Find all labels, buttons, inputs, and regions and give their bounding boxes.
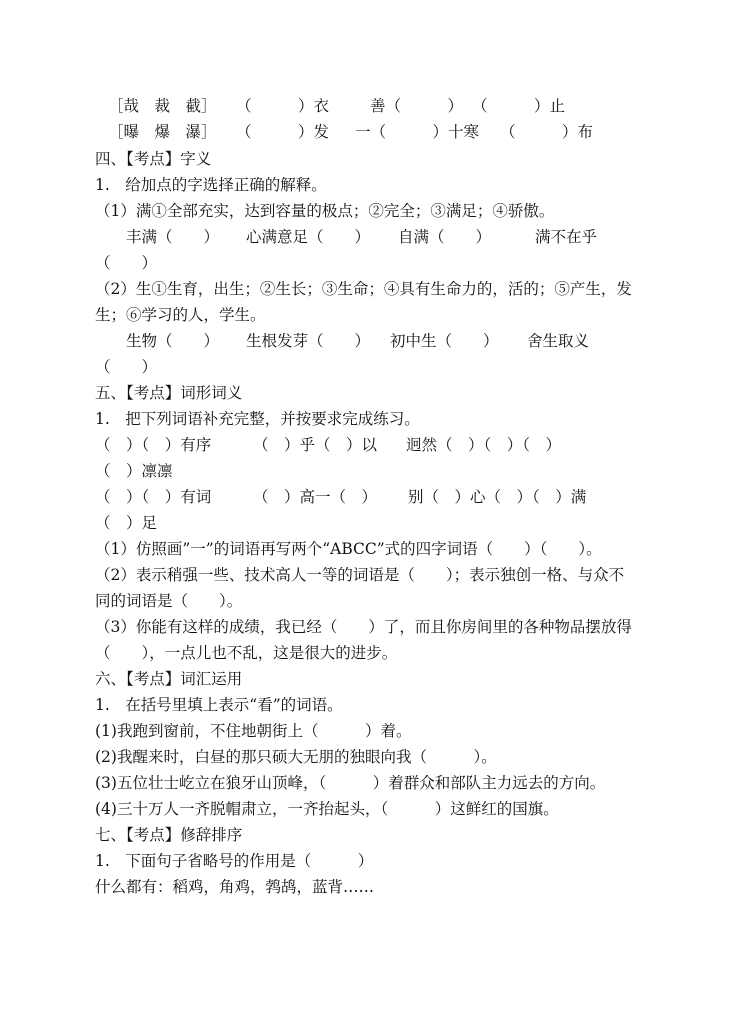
sub-question-text: （ ），一点儿也不乱，这是很大的进步。 xyxy=(95,644,398,662)
idiom-row-tail xyxy=(0,458,741,484)
word-item: 舍生取义 xyxy=(527,332,590,350)
heading-text: 七、【考点】修辞排序 xyxy=(95,826,243,844)
question-text: 1. 给加点的字选择正确的解释。 xyxy=(95,176,327,194)
idiom-item: （ ）（ ）有序 xyxy=(95,436,212,454)
sentence-text: (1)我跑到窗前，不住地朝街上（ ）着。 xyxy=(95,722,412,740)
word-row-tail xyxy=(0,250,741,276)
fill-blank: （ ）止 xyxy=(472,97,566,115)
idiom-item: （ ）足 xyxy=(95,514,158,532)
idiom-item: （ ）凛凛 xyxy=(95,462,173,480)
sentence-text: (4)三十万人一齐脱帽肃立，一齐抬起头，（ ）这鲜红的国旗。 xyxy=(95,800,559,818)
section-heading xyxy=(0,666,741,692)
word-item: 满不在乎 xyxy=(535,228,598,246)
section-heading xyxy=(0,380,741,406)
definition-text: 生；⑥学习的人，学生。 xyxy=(95,306,266,324)
idiom-item: （ ）乎（ ）以 xyxy=(253,436,378,454)
sentence-item xyxy=(0,770,741,796)
definition-line xyxy=(0,302,741,328)
question-text: 1. 在括号里填上表示“看”的词语。 xyxy=(95,696,343,714)
word-item: 自满（ ） xyxy=(398,228,492,246)
fill-blank: 善（ ） xyxy=(370,97,464,115)
char-row-1 xyxy=(0,93,741,119)
word-item: 丰满（ ） xyxy=(126,228,220,246)
sentence-item xyxy=(0,718,741,744)
definition-line xyxy=(0,198,741,224)
word-item: 生物（ ） xyxy=(126,332,220,350)
sentence-item xyxy=(0,744,741,770)
sub-question xyxy=(0,562,741,588)
sub-question-text: 同的词语是（ ）。 xyxy=(95,592,243,610)
sub-question-text: （2）表示稍强一些、技术高人一等的词语是（ ）；表示独创一格、与众不 xyxy=(95,566,625,584)
sub-question xyxy=(0,588,741,614)
word-item: 初中生（ ） xyxy=(390,332,499,350)
fill-blank: （ ） xyxy=(95,254,158,272)
sub-question xyxy=(0,536,741,562)
definition-text: （2）生①生育，出生；②生长；③生命；④具有生命力的，活的；⑤产生，发 xyxy=(95,280,632,298)
question-text: 1. 把下列词语补充完整，并按要求完成练习。 xyxy=(95,410,420,428)
heading-text: 四、【考点】字义 xyxy=(95,150,212,168)
char-group: ［哉 裁 截］ xyxy=(108,97,217,115)
word-row xyxy=(0,224,741,250)
question-line xyxy=(0,172,741,198)
word-row xyxy=(0,328,741,354)
idiom-row xyxy=(0,484,741,510)
char-group: ［曝 爆 瀑］ xyxy=(108,123,217,141)
sub-question xyxy=(0,640,741,666)
question-text: 1. 下面句子省略号的作用是（ ） xyxy=(95,852,374,870)
heading-text: 五、【考点】词形词义 xyxy=(95,384,243,402)
fill-blank: （ ）发 xyxy=(236,123,330,141)
fill-blank: （ ） xyxy=(95,358,158,376)
question-line xyxy=(0,848,741,874)
sub-question-text: （1）仿照画”一”的词语再写两个“ABCC”式的四字词语（ ）（ ）。 xyxy=(95,540,602,558)
section-heading xyxy=(0,822,741,848)
sentence-item xyxy=(0,796,741,822)
sentence-text: (3)五位壮士屹立在狼牙山顶峰，（ ）着群众和部队主力远去的方向。 xyxy=(95,774,606,792)
heading-text: 六、【考点】词汇运用 xyxy=(95,670,243,688)
char-row-2 xyxy=(0,119,741,145)
idiom-item: （ ）（ ）有词 xyxy=(95,488,212,506)
word-item: 心满意足（ ） xyxy=(246,228,371,246)
idiom-item: （ ）高一（ ） xyxy=(253,488,378,506)
idiom-row-tail xyxy=(0,510,741,536)
sentence-item xyxy=(0,874,741,900)
idiom-item: 别（ ）心（ ）（ ）满 xyxy=(408,488,587,506)
definition-text: （1）满①全部充实，达到容量的极点；②完全；③满足；④骄傲。 xyxy=(95,202,555,220)
question-line xyxy=(0,692,741,718)
sub-question xyxy=(0,614,741,640)
fill-blank: （ ）衣 xyxy=(236,97,330,115)
word-row-tail xyxy=(0,354,741,380)
fill-blank: 一（ ）十寒 xyxy=(355,123,480,141)
sub-question-text: （3）你能有这样的成绩，我已经（ ）了，而且你房间里的各种物品摆放得 xyxy=(95,618,632,636)
question-line xyxy=(0,406,741,432)
idiom-item: 迥然（ ）（ ）（ ） xyxy=(406,436,562,454)
fill-blank: （ ）布 xyxy=(500,123,594,141)
definition-line xyxy=(0,276,741,302)
section-heading xyxy=(0,146,741,172)
sentence-text: (2)我醒来时，白昼的那只硕大无朋的独眼向我（ ）。 xyxy=(95,748,497,766)
word-item: 生根发芽（ ） xyxy=(246,332,371,350)
sentence-text: 什么都有：稻鸡，角鸡，鹁鸪，蓝背…… xyxy=(95,878,375,896)
idiom-row xyxy=(0,432,741,458)
